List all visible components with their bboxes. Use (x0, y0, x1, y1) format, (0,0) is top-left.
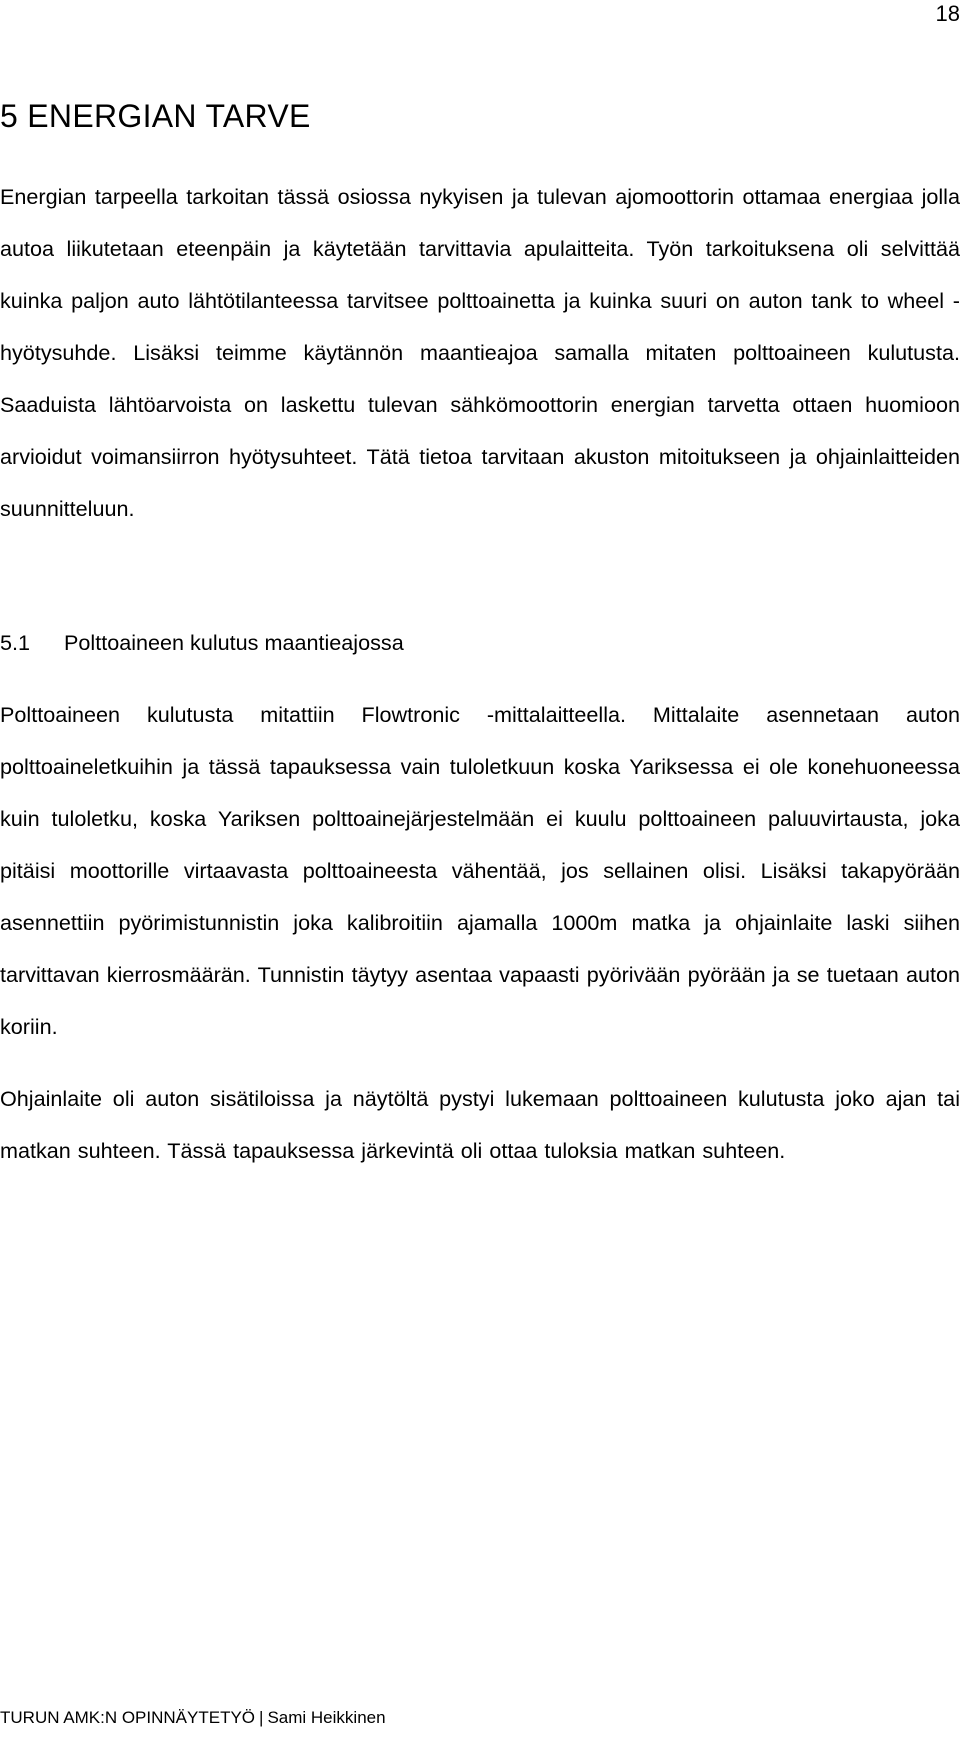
page-footer (0, 1707, 386, 1729)
section-title: Polttoaineen kulutus maantieajossa (64, 630, 404, 655)
controller-paragraph: Ohjainlaite oli auton sisätiloissa ja näytöltä pystyi lukemaan polttoaineen kulutusta joko ajan tai matkan suhteen. Tässä tapauksessa järkevintä oli ottaa tuloksia matkan suhteen. (0, 1086, 960, 1163)
chapter-title: 5 ENERGIAN TARVE (0, 98, 311, 134)
footer-author: Sami Heikkinen (267, 1708, 386, 1727)
page-content (0, 94, 960, 1177)
intro-paragraph: Energian tarpeella tarkoitan tässä osiossa nykyisen ja tulevan ajomoottorin ottamaa energiaa jolla autoa liikutetaan eteenpäin ja käytetään tarvittavia apulaitteita. Työn tarkoituksena oli selvittää kuinka paljon auto lähtötilanteessa tarvitsee polttoainetta ja kuinka suuri on auton tank to wheel -hyötysuhde. Lisäksi teimme käytännön maantieajoa samalla mitaten polttoaineen kulutusta. Saaduista lähtöarvoista on laskettu tulevan sähkömoottorin energian tarvetta ottaen huomioon arvioidut voimansiirron hyötysuhteet. Tätä tietoa tarvitaan akuston mitoitukseen ja ohjainlaitteiden suunnitteluun. (0, 184, 960, 521)
footer-separator: | (259, 1708, 264, 1727)
footer-institution: TURUN AMK:N OPINNÄYTETYÖ (0, 1708, 256, 1727)
section-heading (0, 623, 960, 663)
page-number: 18 (935, 1, 960, 26)
measurement-paragraph: Polttoaineen kulutusta mitattiin Flowtronic -mittalaitteella. Mittalaite asennetaan auton polttoaineletkuihin ja tässä tapauksessa vain tuloletkuun koska Yariksessa ei ole konehuoneessa kuin tuloletku, koska Yariksen polttoainejärjestelmään ei kuulu polttoaineen paluuvirtausta, joka pitäisi moottorille virtaavasta polttoaineesta vähentää, jos sellainen olisi. Lisäksi takapyörään asennettiin pyörimistunnistin joka kalibroitiin ajamalla 1000m matka ja ohjainlaite laski siihen tarvittavan kierrosmäärän. Tunnistin täytyy asentaa vapaasti pyörivään pyörään ja se tuetaan auton koriin. (0, 702, 960, 1039)
section-number: 5.1 (0, 630, 31, 655)
